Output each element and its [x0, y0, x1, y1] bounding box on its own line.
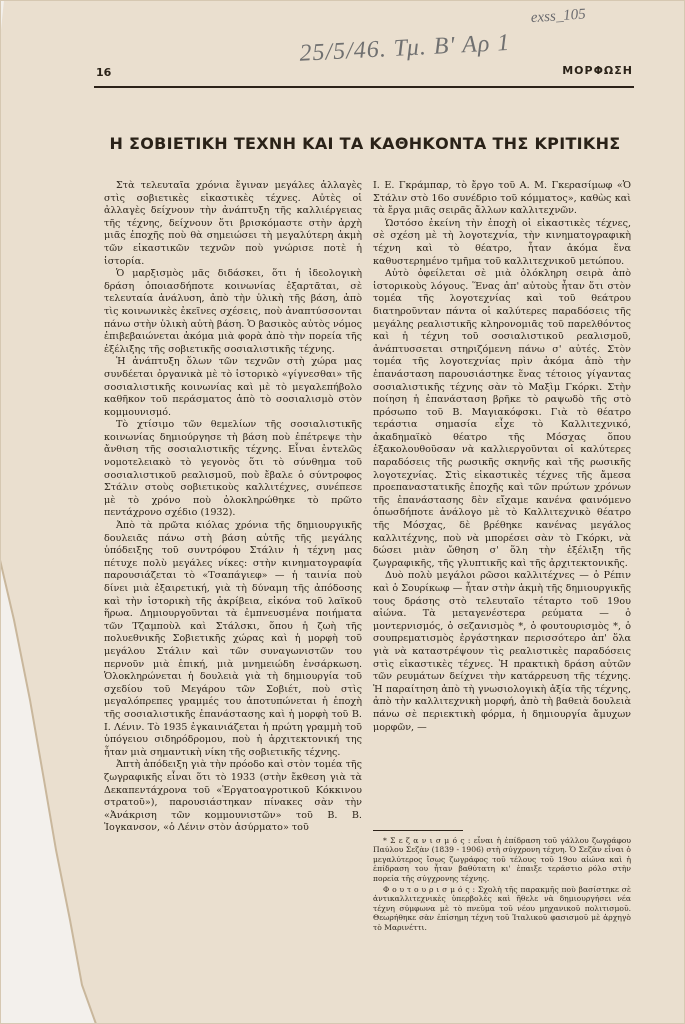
handwritten-date-note: 25/5/46. Τμ. Β' Αρ 1	[298, 29, 511, 67]
paragraph: Αὐτὸ ὀφείλεται σὲ μιὰ ὁλόκληρη σειρὰ ἀπὸ ἱστορικοὺς λόγους. Ἕνας ἀπ' αὐτοὺς ἦταν ὅτι στὸν τομέα τῆς λογοτεχνίας καὶ τοῦ θεάτρου διατηροῦνταν πάντα οἱ καλύτερες παραδόσεις τῆς μεγάλης ρεαλιστικῆς κληρονομιᾶς τοῦ παρελθόντος καὶ ἡ τέχνη τοῦ σοσιαλιστικοῦ ρεαλισμοῦ, ἀνάπτυσσεται στηριζόμενη πάνω σ' αὐτές. Στὸν τομέα τῆς λογοτεχνίας πρὶν ἀκόμα ἀπὸ τὴν ἐπανάσταση παρουσιάστηκε ἕνας τέτοιος γίγαντας σοσιαλιστικῆς τέχνης σὰν τὸ Μαξὶμ Γκόρκι. Στὴν ποίηση ἡ ἐπανάσταση βρῆκε τὸ ραψωδὸ τῆς στὸ πρόσωπο τοῦ Β. Μαγιακόφσκι. Γιὰ τὸ θέατρο τεράστια σημασία εἶχε τὸ Καλλιτεχνικό, ἀκαδημαϊκὸ θέατρο τῆς Μόσχας ὅπου ἐξακολουθοῦσαν νὰ καλλιεργοῦνται οἱ καλύτερες παραδόσεις τῆς ρωσικῆς σκηνῆς καὶ τῆς ρωσικῆς λογοτεχνίας. Στὶς εἰκαστικὲς τέχνες τῆς ἄμεσα προεπαναστατικῆς ἐποχῆς καὶ τῶν πρώτων χρόνων τῆς ἐπανάστασης δὲν εἴχαμε κανένα φαινόμενο ὁπωσδήποτε ἀνάλογο μὲ τὸ Καλλιτεχνικὸ θέατρο τῆς Μόσχας, δὲ βρέθηκε κανένας μεγάλος καλλιτέχνης, ποὺ νὰ μπορέσει σὰν τὸ Γκόρκι, νὰ δώσει μιὰν ὤθηση σ' ὅλη τὴν ἐξέλιξη τῆς ζωγραφικῆς, τῆς γλυπτικῆς καὶ τῆς ἀρχιτεκτονικῆς.	[373, 268, 631, 569]
article-column-right	[373, 180, 631, 820]
paragraph: Δυὸ πολὺ μεγάλοι ρῶσοι καλλιτέχνες — ὁ Ρέπιν καὶ ὁ Σουρίκωφ — ἦταν στὴν ἀκμὴ τῆς δημιουργικῆς τους δράσης στὸ τελευταῖο τέταρτο τοῦ 19ου αἰώνα. Τὰ μεταγενέστερα ρεύματα — ὁ μοντερνισμός, ὁ σεζανισμὸς *, ὁ φουτουρισμὸς *, ὁ σουπρεματισμὸς ἐργάστηκαν περισσότερο ἀπ' ὅλα γιὰ νὰ καταστρέψουν τὶς ρεαλιστικὲς παραδόσεις στὶς εἰκαστικὲς τέχνες. Ἡ πρακτικὴ δράση αὐτῶν τῶν ρευμάτων δείχνει τὴν κατάρρευση τῆς τέχνης. Ἡ παραίτηση ἀπὸ τὴ γνωσιολογικὴ ἀξία τῆς τέχνης, ἀπὸ τὴν καλλιτεχνικὴ μορφή, ἀπὸ τὴ βαθειὰ δουλειὰ πάνω σὲ περιεκτικὴ φόρμα, ἡ δημιουργία ἄμυχων μορφῶν, —	[373, 570, 631, 733]
footnote: * Σ ε ζ α ν ι σ μ ό ς : εἶναι ἡ ἐπίδραση τοῦ γάλλου ζωγράφου Παύλου Σεζὰν (1839 - 1906) στὴ σύγχρονη τέχνη. Ὁ Σεζὰν εἶναι ὁ μεγαλύτερος ἴσως ζωγράφος τοῦ τέλους τοῦ 19ου αἰώνα καὶ ἡ ἐπίδραση του ἦταν βαθύτατη κι' ἐπαιξε τεράστιο ρόλο στὴν πορεία τῆς σύγχρονης τέχνης.	[373, 836, 631, 883]
header-rule	[94, 86, 634, 88]
paragraph: Στὰ τελευταῖα χρόνια ἔγιναν μεγάλες ἀλλαγὲς στὶς σοβιετικὲς εἰκαστικὲς τέχνες. Αὐτὲς οἱ ἀλλαγὲς δείχνουν τὴν ἀνάπτυξη τῆς καλλιέργειας τῆς τέχνης, δείχνουν ὅτι βρισκόμαστε στὴν ἀρχὴ μιᾶς ἐποχῆς ποὺ θὰ σημειώσει τὴ μεγαλύτερη ἀκμὴ τῶν εἰκαστικῶν τεχνῶν ποὺ γνώρισε ποτὲ ἡ ἱστορία.	[104, 180, 362, 267]
paragraph: Τὸ χτίσιμο τῶν θεμελίων τῆς σοσιαλιστικῆς κοινωνίας δημιούργησε τὴ βάση ποὺ ἐπέτρεψε τὴν ἄνθιση τῆς σοσιαλιστικῆς τέχνης. Εἶναι ἐντελῶς νομοτελειακὸ τὸ γεγονὸς ὅτι τὸ σύνθημα τοῦ σοσιαλιστικοῦ ρεαλισμοῦ, ποὺ ἔβαλε ὁ σύντροφος Στάλιν στοὺς σοβιετικοὺς καλλιτέχνες, συνέπεσε μὲ τὸ χρόνο ποὺ ὁλοκληρώθηκε τὸ πρῶτο πεντάχρονο σχέδιο (1932).	[104, 419, 362, 519]
paragraph: Ι. Ε. Γκράμπαρ, τὸ ἔργο τοῦ Α. Μ. Γκερασίμωφ «Ὁ Στάλιν στὸ 16ο συνέδριο τοῦ κόμματος», καθὼς καὶ τὰ ἔργα μιᾶς σειρᾶς ἄλλων καλλιτεχνῶν.	[373, 180, 631, 217]
paragraph: Ἡ ἀνάπτυξη ὅλων τῶν τεχνῶν στὴ χώρα μας συνδέεται ὀργανικὰ μὲ τὸ ἱστορικὸ «γίγνεσθαι» τῆς σοσιαλιστικῆς κοινωνίας καὶ μὲ τὸ μεγαλεπήβολο καθῆκον τοῦ περάσματος ἀπὸ τὸ σοσιαλισμὸ στὸν κομμουνισμό.	[104, 356, 362, 418]
torn-left-edge	[0, 560, 96, 1024]
torn-edge-shadow	[0, 560, 96, 1024]
paragraph: Ὡστόσο ἐκείνη τὴν ἐποχὴ οἱ εἰκαστικὲς τέχνες, σὲ σχέση μὲ τὴ λογοτεχνία, τὴν κινηματογραφικὴ τέχνη καὶ τὸ θέατρο, ἦταν ἀκόμα ἕνα καθυστερημένο τμῆμα τοῦ καλλιτεχνικοῦ μετώπου.	[373, 217, 631, 267]
page-number: 16	[96, 66, 112, 79]
archive-code: exss_105	[530, 6, 587, 27]
journal-name: ΜΟΡΦΩΣΗ	[562, 64, 633, 77]
footnotes	[373, 836, 631, 966]
paragraph: Ἀπὸ τὰ πρῶτα κιόλας χρόνια τῆς δημιουργικῆς δουλειᾶς πάνω στὴ βάση αὐτῆς τῆς μεγάλης ὑπόδειξης τοῦ συντρόφου Στάλιν ἡ τέχνη μας πέτυχε πολὺ μεγάλες νίκες: στὴν κινηματογραφία παρουσιάζεται τὸ «Τσαπάγιεφ» — ἡ ταινία ποὺ δίνει μιὰ ἐξαιρετική, γιὰ τὴ δύναμη τῆς ἀπόδοσης καὶ τὴν ἱστορικὴ τῆς ἀκρίβεια, εἰκόνα τοῦ λαϊκοῦ ἥρωα. Δημιουργοῦνται τὰ ἐμπνευσμένα ποιήματα τῶν Τζαμποὺλ καὶ Στάλσκι, ὅπου ἡ ζωὴ τῆς πολυεθνικῆς Σοβιετικῆς χώρας καὶ ἡ μορφὴ τοῦ μεγάλου Στάλιν καὶ τῶν συναγωνιστῶν του περνοῦν μιὰ ἐπική, μιὰ μνημειώδη ἐνσάρκωση. Ὁλοκληρώνεται ἡ δουλειὰ γιὰ τὴ δημιουργία τοῦ σχεδίου τοῦ Μεγάρου τῶν Σοβιέτ, ποὺ στὶς μεγαλόπρεπες γραμμές του ἀποτυπώνεται ἡ ἐποχὴ τῆς σοσιαλιστικῆς ἐπανάστασης καὶ ἡ μορφὴ τοῦ Β. Ι. Λένιν. Τὸ 1935 ἐγκαινιάζεται ἡ πρώτη γραμμὴ τοῦ ὑπόγειου σιδηρόδρομου, ποὺ ἡ ἀρχιτεκτονική της ἦταν μιὰ σημαντικὴ νίκη τῆς σοβιετικῆς τέχνης.	[104, 520, 362, 758]
torn-corner-background	[0, 0, 4, 40]
article-column-left	[104, 180, 362, 960]
footnote-rule	[373, 830, 463, 831]
paragraph: Ἀπτὴ ἀπόδειξη γιὰ τὴν πρόοδο καὶ στὸν τομέα τῆς ζωγραφικῆς εἶναι ὅτι τὸ 1933 (στὴν ἔκθεση γιὰ τὰ Δεκαπεντάχρονα τοῦ «Ἐργατοαγροτικοῦ Κόκκινου στρατοῦ»), παρουσιάστηκαν πίνακες σὰν τὴν «Ἀνάκριση τῶν κομμουνιστῶν» τοῦ Β. Β. Ἰογκανσον, «ὁ Λένιν στὸν ἀσύρματο» τοῦ	[104, 759, 362, 834]
article-title: Η ΣΟΒΙΕΤΙΚΗ ΤΕΧΝΗ ΚΑΙ ΤΑ ΚΑΘΗΚΟΝΤΑ ΤΗΣ ΚΡΙΤΙΚΗΣ	[109, 134, 621, 153]
paragraph: Ὁ μαρξισμὸς μᾶς διδάσκει, ὅτι ἡ ἰδεολογικὴ δράση ὁποιασδήποτε κοινωνίας ἐξαρτᾶται, σὲ τελευταία ἀνάλυση, ἀπὸ τὴν ὑλικὴ τῆς βάση, ἀπὸ τὶς κοινωνικὲς ἐκεῖνες σχέσεις, ποὺ ἀναπτύσσονται πάνω στὴν ὑλικὴ αὐτὴ βάση. Ὁ βασικὸς αὐτὸς νόμος ἐπιβεβαιώνεται ἀκόμα μιὰ φορὰ ἀπὸ τὴν πορεία τῆς ἐξέλιξης τῆς σοβιετικῆς σοσιαλιστικῆς τέχνης.	[104, 268, 362, 355]
footnote: Φ ο υ τ ο υ ρ ι σ μ ό ς : Σχολὴ τῆς παρακμῆς ποὺ βασίστηκε σὲ ἀντικαλλιτεχνικὲς ὑπερβολὲς καὶ ἤθελε νὰ δημιουργήσει νέα τέχνη σύμφωνα μὲ τὸ πνεῦμα τοῦ νέου μηχανικοῦ πολιτισμοῦ. Θεωρήθηκε σὰν ἐπίσημη τέχνη τοῦ Ἰταλικοῦ φασισμοῦ μὲ ἀρχηγὸ τὸ Μαρινέττι.	[373, 885, 631, 932]
